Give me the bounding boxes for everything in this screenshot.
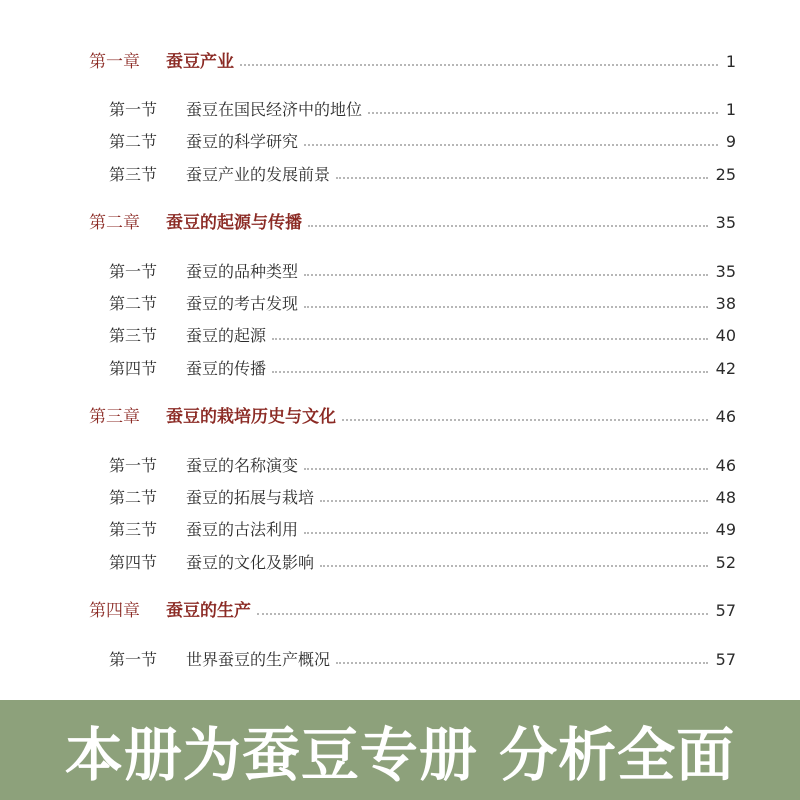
dot-leader [368,112,718,114]
section-title: 蚕豆的文化及影响 [186,553,315,572]
section-title: 蚕豆在国民经济中的地位 [186,100,363,119]
section-title: 蚕豆的传播 [186,359,267,378]
dot-leader [336,177,708,179]
dot-leader [320,500,708,502]
section-number: 第一节 [109,262,158,281]
dot-leader [304,468,708,470]
dot-leader [272,371,708,373]
chapter-title: 蚕豆的生产 [166,601,251,621]
chapter-title: 蚕豆产业 [166,52,234,72]
section-title: 世界蚕豆的生产概况 [186,650,331,669]
section-title: 蚕豆的名称演变 [186,456,299,475]
toc-section-row[interactable] [109,160,736,190]
chapter-title: 蚕豆的起源与传播 [166,213,302,233]
section-number: 第一节 [109,456,158,475]
page-number: 9 [725,132,736,151]
toc-section-row[interactable] [109,515,736,545]
page-number: 35 [715,213,736,232]
page-number: 35 [715,262,736,281]
banner-text: 本册为蚕豆专册 分析全面 [64,721,736,789]
section-number: 第三节 [109,520,158,539]
section-number: 第二节 [109,488,158,507]
page-number: 38 [715,294,736,313]
dot-leader [304,274,708,276]
page-number: 49 [715,520,736,539]
page-number: 1 [725,52,736,71]
toc-section-row[interactable] [109,483,736,513]
page-number: 57 [715,650,736,669]
toc-section-row[interactable] [109,451,736,481]
toc-chapter-row[interactable] [89,596,736,626]
chapter-number: 第二章 [89,213,140,233]
chapter-number: 第四章 [89,601,140,621]
section-number: 第四节 [109,359,158,378]
page-number: 52 [715,553,736,572]
toc-section-row[interactable] [109,321,736,351]
section-number: 第四节 [109,553,158,572]
dot-leader [320,565,708,567]
section-number: 第一节 [109,100,158,119]
toc-section-row[interactable] [109,289,736,319]
promo-banner [0,700,800,800]
section-number: 第三节 [109,326,158,345]
dot-leader [304,306,708,308]
section-title: 蚕豆的拓展与栽培 [186,488,315,507]
toc-chapter-row[interactable] [89,47,736,77]
page-number: 48 [715,488,736,507]
section-title: 蚕豆的考古发现 [186,294,299,313]
page-number: 57 [715,601,736,620]
section-number: 第二节 [109,132,158,151]
dot-leader [272,338,708,340]
page-number: 46 [715,407,736,426]
dot-leader [304,144,718,146]
chapter-number: 第一章 [89,52,140,72]
toc-chapter-row[interactable] [89,208,736,238]
section-number: 第二节 [109,294,158,313]
section-number: 第三节 [109,165,158,184]
toc-section-row[interactable] [109,645,736,675]
toc-section-row[interactable] [109,257,736,287]
section-title: 蚕豆的起源 [186,326,267,345]
page-number: 25 [715,165,736,184]
dot-leader [308,225,708,227]
toc-section-row[interactable] [109,548,736,578]
section-title: 蚕豆产业的发展前景 [186,165,331,184]
chapter-title: 蚕豆的栽培历史与文化 [166,407,336,427]
page-number: 42 [715,359,736,378]
dot-leader [336,662,708,664]
dot-leader [257,613,708,615]
toc-section-row[interactable] [109,95,736,125]
page-number: 46 [715,456,736,475]
dot-leader [342,419,708,421]
toc-chapter-row[interactable] [89,402,736,432]
section-number: 第一节 [109,650,158,669]
toc-section-row[interactable] [109,354,736,384]
dot-leader [304,532,708,534]
section-title: 蚕豆的品种类型 [186,262,299,281]
section-title: 蚕豆的古法利用 [186,520,299,539]
dot-leader [240,64,718,66]
page-number: 40 [715,326,736,345]
section-title: 蚕豆的科学研究 [186,132,299,151]
chapter-number: 第三章 [89,407,140,427]
page-number: 1 [725,100,736,119]
toc-section-row[interactable] [109,127,736,157]
